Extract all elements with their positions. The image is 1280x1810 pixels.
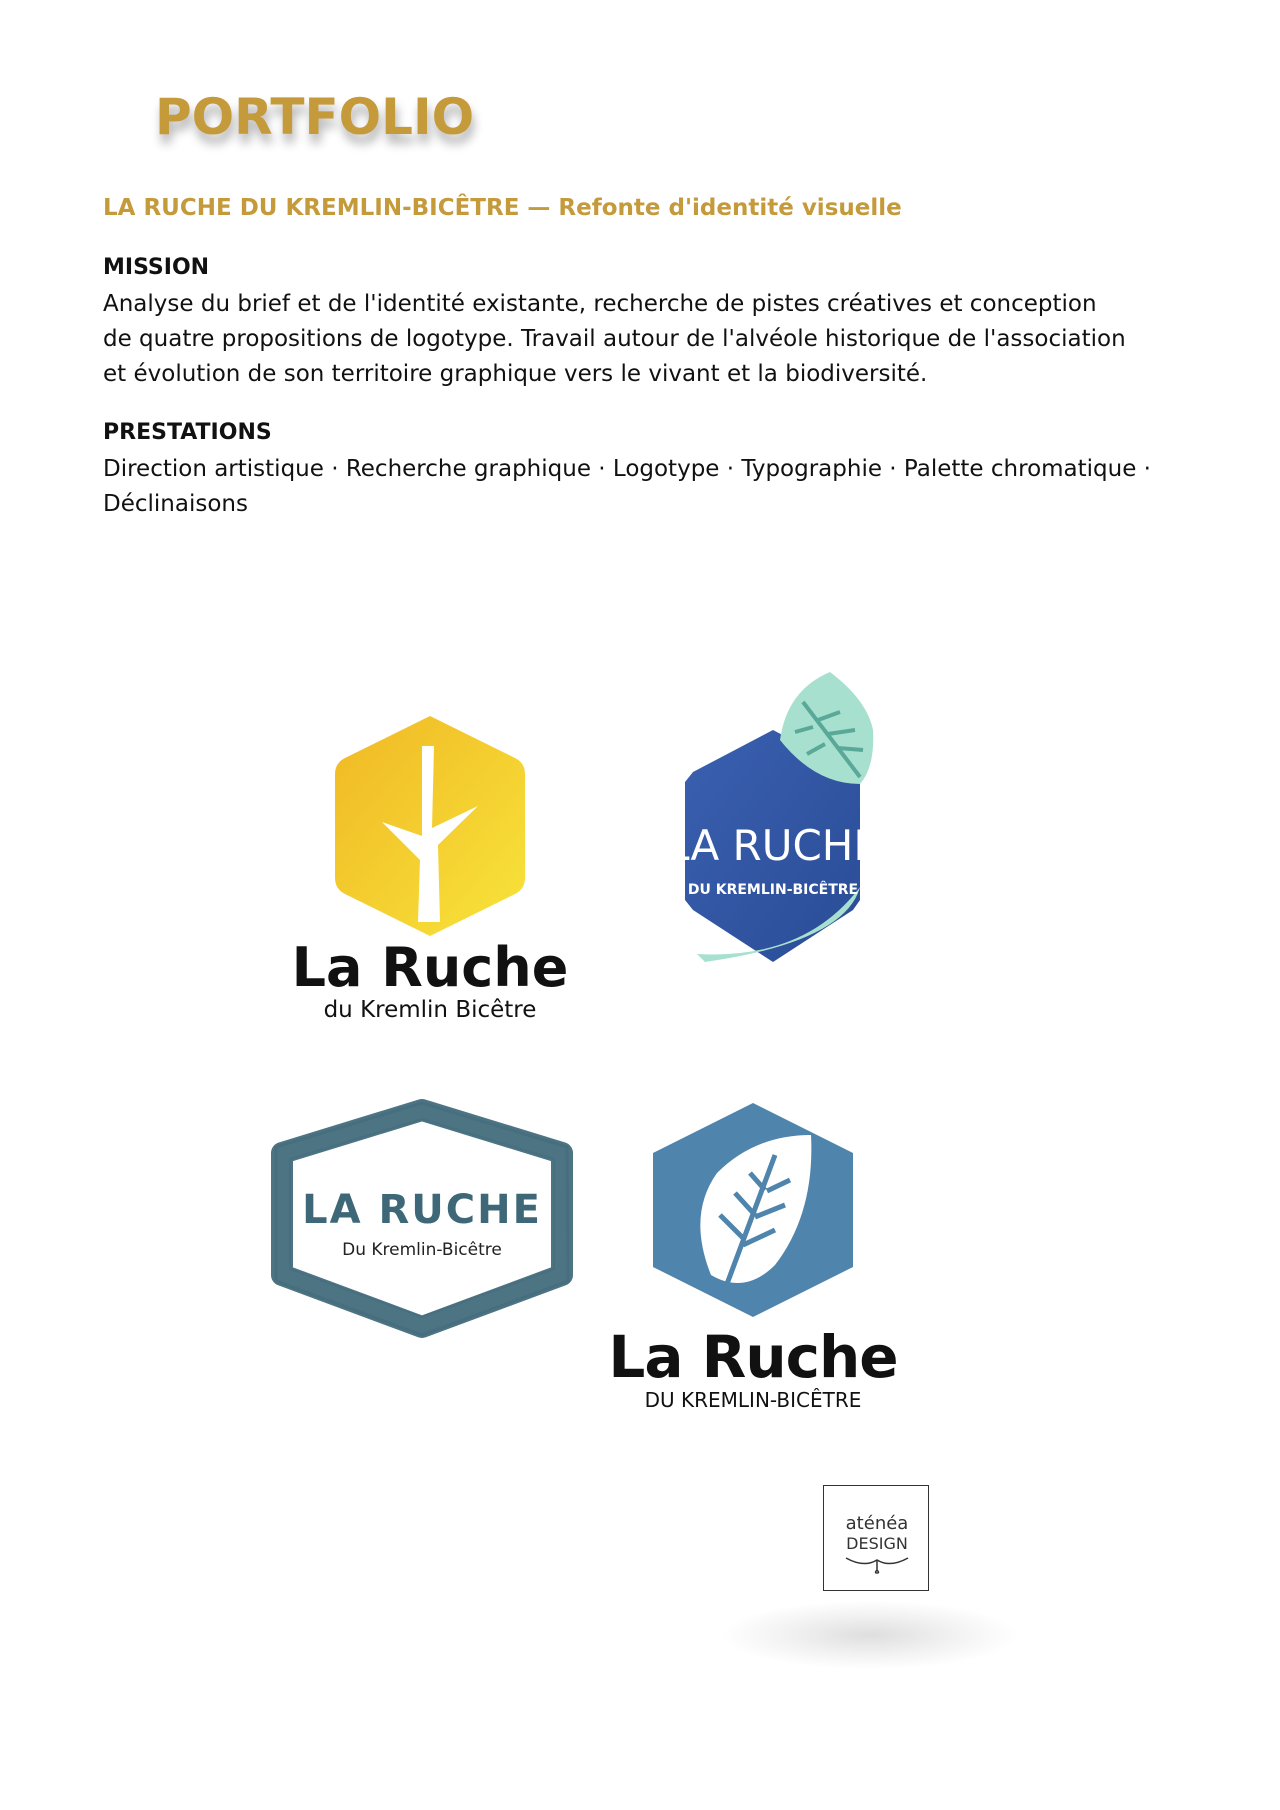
page-title: PORTFOLIO xyxy=(155,88,475,146)
prestations-line: Déclinaisons xyxy=(103,491,248,517)
logo4-sub: DU KREMLIN-BICÊTRE xyxy=(644,1388,862,1412)
project-subtitle: LA RUCHE DU KREMLIN-BICÊTRE — Refonte d'identité visuelle xyxy=(103,195,902,221)
mission-line: et évolution de son territoire graphique vers le vivant et la biodiversité. xyxy=(103,361,928,387)
logo-steel-leaf xyxy=(608,1095,898,1415)
logo-brush-hexagon xyxy=(262,1095,582,1355)
prestations-heading: PRESTATIONS xyxy=(103,420,272,445)
mission-line: de quatre propositions de logotype. Travail autour de l'alvéole historique de l'association xyxy=(103,326,1126,352)
prestations-text xyxy=(103,452,1183,522)
logo4-name: La Ruche xyxy=(608,1323,898,1391)
logo2-sub: DU KREMLIN-BICÊTRE xyxy=(687,882,859,898)
footer-shadow xyxy=(720,1600,1020,1670)
logo3-sub: Du Kremlin-Bicêtre xyxy=(342,1240,502,1260)
logo1-sub: du Kremlin Bicêtre xyxy=(323,997,537,1023)
mission-line: Analyse du brief et de l'identité existante, recherche de pistes créatives et conception xyxy=(103,291,1097,317)
flourish-icon xyxy=(844,1554,910,1574)
prestations-line: Direction artistique · Recherche graphique · Logotype · Typographie · Palette chromatique · xyxy=(103,456,1151,482)
stamp-line-2: DESIGN xyxy=(846,1534,908,1553)
stamp-line-1: aténéa xyxy=(845,1513,909,1534)
logo2-name: LA RUCHE xyxy=(666,821,880,870)
logo-yellow-tree xyxy=(291,710,569,1030)
logo-blue-leaf xyxy=(655,672,895,972)
brand-stamp xyxy=(823,1485,929,1591)
logo3-name: LA RUCHE xyxy=(302,1187,542,1233)
mission-text xyxy=(103,287,1183,392)
mission-heading: MISSION xyxy=(103,255,210,280)
logo1-name: La Ruche xyxy=(291,936,569,999)
